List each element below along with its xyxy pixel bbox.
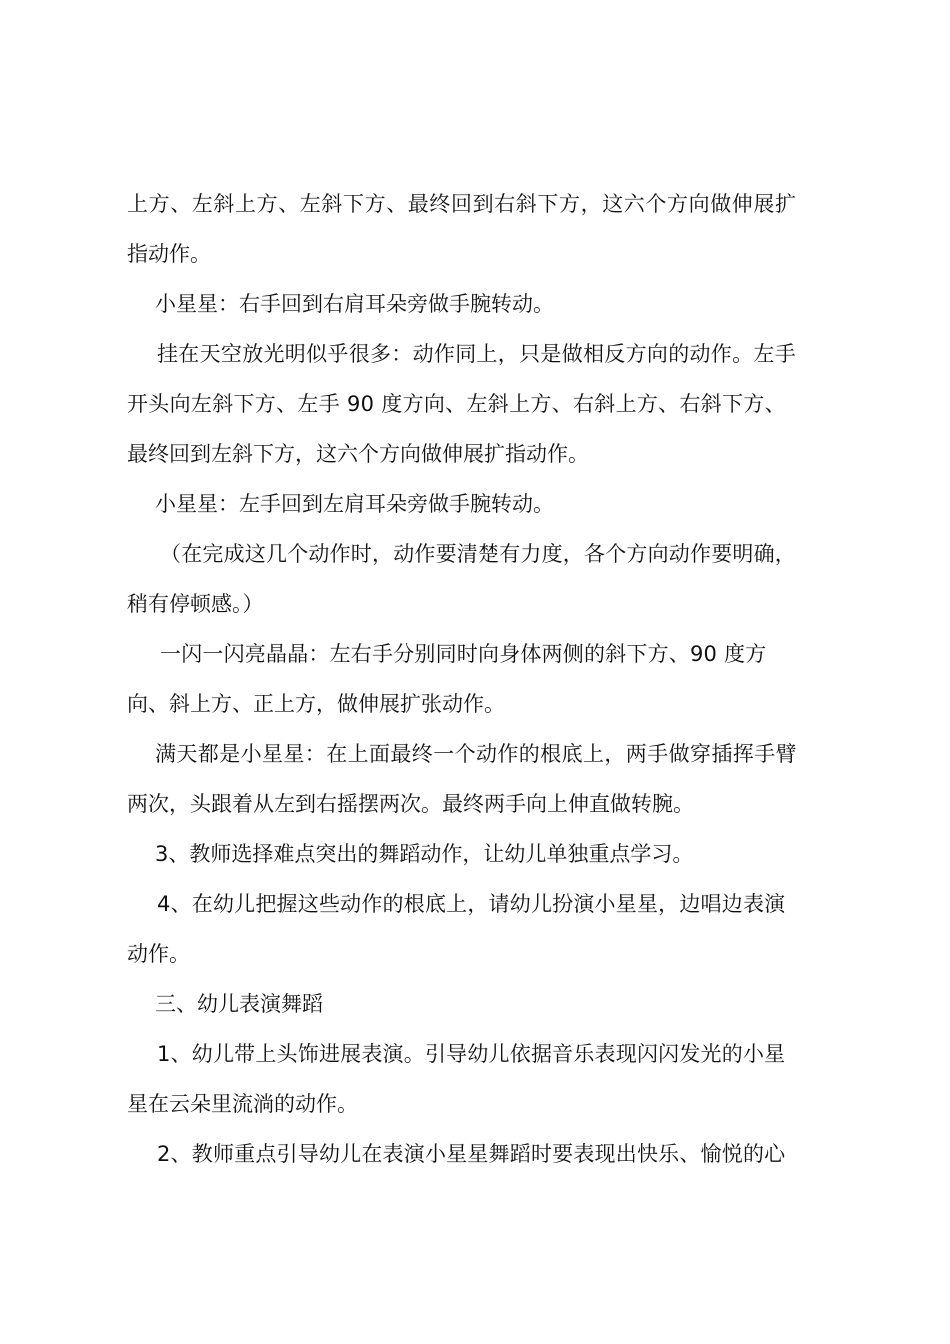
text-line: 指动作。: [127, 242, 211, 266]
text-line: 两次，头跟着从左到右摇摆两次。最终两手向上伸直做转腕。: [127, 792, 694, 816]
text-line: 3、教师选择难点突出的舞蹈动作，让幼儿单独重点学习。: [155, 842, 694, 866]
text-line: 向、斜上方、正上方，做伸展扩张动作。: [127, 692, 505, 716]
text-line: 1、幼儿带上头饰进展表演。引导幼儿依据音乐表现闪闪发光的小星: [157, 1042, 786, 1066]
text-line: 动作。: [127, 942, 190, 966]
text-line: 开头向左斜下方、左手 90 度方向、左斜上方、右斜上方、右斜下方、: [127, 392, 786, 416]
text-line: 小星星：右手回到右肩耳朵旁做手腕转动。: [155, 292, 554, 316]
text-line: 小星星：左手回到左肩耳朵旁做手腕转动。: [155, 492, 554, 516]
text-line: 2、教师重点引导幼儿在表演小星星舞蹈时要表现出快乐、愉悦的心: [157, 1142, 786, 1166]
text-line: 上方、左斜上方、左斜下方、最终回到右斜下方，这六个方向做伸展扩: [127, 192, 797, 216]
section-heading: 三、幼儿表演舞蹈: [155, 992, 323, 1016]
text-line: 挂在天空放光明似乎很多：动作同上，只是做相反方向的动作。左手: [157, 342, 796, 366]
text-line: 星在云朵里流淌的动作。: [127, 1092, 358, 1116]
text-line: 一闪一闪亮晶晶：左右手分别同时向身体两侧的斜下方、90 度方: [160, 642, 767, 666]
text-line: （在完成这几个动作时，动作要清楚有力度，各个方向动作要明确，: [160, 542, 796, 566]
text-line: 4、在幼儿把握这些动作的根底上，请幼儿扮演小星星，边唱边表演: [157, 892, 786, 916]
text-line: 稍有停顿感。）: [127, 592, 264, 616]
text-line: 满天都是小星星：在上面最终一个动作的根底上，两手做穿插挥手臂: [155, 742, 797, 766]
text-line: 最终回到左斜下方，这六个方向做伸展扩指动作。: [127, 442, 589, 466]
